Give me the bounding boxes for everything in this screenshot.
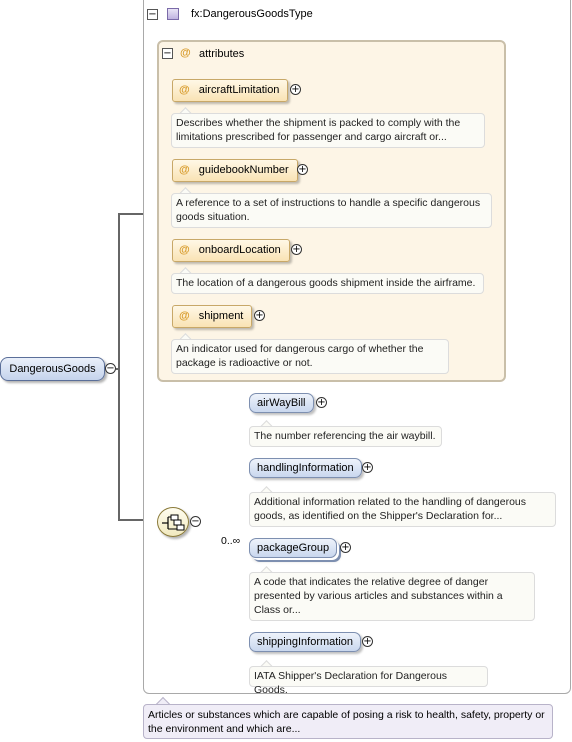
expand-onboard-location[interactable]: +: [292, 244, 301, 255]
attribute-aircraft-limitation[interactable]: [172, 79, 288, 102]
doc-air-way-bill: The number referencing the air waybill.: [249, 426, 442, 447]
root-documentation: Articles or substances which are capable of posing a risk to health, safety, property or the environment and which are...: [143, 704, 553, 739]
expand-air-way-bill[interactable]: +: [317, 397, 326, 408]
attributes-collapse-toggle[interactable]: −: [163, 48, 172, 59]
attribute-icon: @: [179, 244, 190, 256]
element-package-group[interactable]: packageGroup: [249, 538, 337, 558]
element-handling-information[interactable]: handlingInformation: [249, 458, 362, 478]
attribute-icon: @: [179, 84, 190, 96]
attribute-icon: @: [179, 310, 190, 322]
attribute-guidebook-number[interactable]: [172, 159, 298, 182]
root-element-dangerous-goods[interactable]: DangerousGoods: [0, 357, 105, 381]
expand-shipping-information[interactable]: +: [363, 636, 372, 647]
attribute-name: aircraftLimitation: [198, 84, 280, 96]
doc-aircraft-limitation: Describes whether the shipment is packed to comply with the limitations prescribed for passenger and cargo aircraft or...: [171, 113, 485, 148]
expand-handling-information[interactable]: +: [363, 462, 372, 473]
complex-type-icon: [167, 8, 179, 20]
type-title: fx:DangerousGoodsType: [191, 8, 313, 20]
attribute-name: onboardLocation: [198, 244, 281, 256]
sequence-icon: [158, 508, 190, 538]
doc-handling-information: Additional information related to the handling of dangerous goods, as identified on the Shipper's Declaration for...: [249, 492, 556, 527]
cardinality-package-group: 0..∞: [221, 535, 241, 547]
attribute-shipment[interactable]: [172, 305, 252, 328]
doc-package-group: A code that indicates the relative degree of danger presented by various articles and substances within a Class or...: [249, 572, 535, 621]
attribute-name: guidebookNumber: [198, 164, 289, 176]
doc-shipping-information: IATA Shipper's Declaration for Dangerous Goods.: [249, 666, 488, 687]
sequence-collapse-toggle[interactable]: −: [191, 516, 200, 527]
attributes-at-icon: @: [180, 47, 191, 59]
attributes-label: attributes: [199, 48, 245, 60]
type-collapse-toggle[interactable]: −: [148, 9, 157, 20]
expand-package-group[interactable]: +: [341, 542, 350, 553]
attribute-onboard-location[interactable]: [172, 239, 290, 262]
element-air-way-bill[interactable]: airWayBill: [249, 393, 314, 413]
expand-aircraft-limitation[interactable]: +: [291, 84, 300, 95]
doc-guidebook-number: A reference to a set of instructions to handle a specific dangerous goods situation.: [171, 193, 492, 228]
expand-guidebook-number[interactable]: +: [298, 164, 307, 175]
doc-shipment: An indicator used for dangerous cargo of whether the package is radioactive or not.: [171, 339, 449, 374]
doc-onboard-location: The location of a dangerous goods shipment inside the airframe.: [171, 273, 484, 294]
attribute-icon: @: [179, 164, 190, 176]
expand-shipment[interactable]: +: [255, 310, 264, 321]
attribute-name: shipment: [198, 310, 244, 322]
sequence-compositor[interactable]: [157, 507, 189, 537]
root-collapse-toggle[interactable]: −: [106, 363, 115, 374]
element-shipping-information[interactable]: shippingInformation: [249, 632, 361, 652]
